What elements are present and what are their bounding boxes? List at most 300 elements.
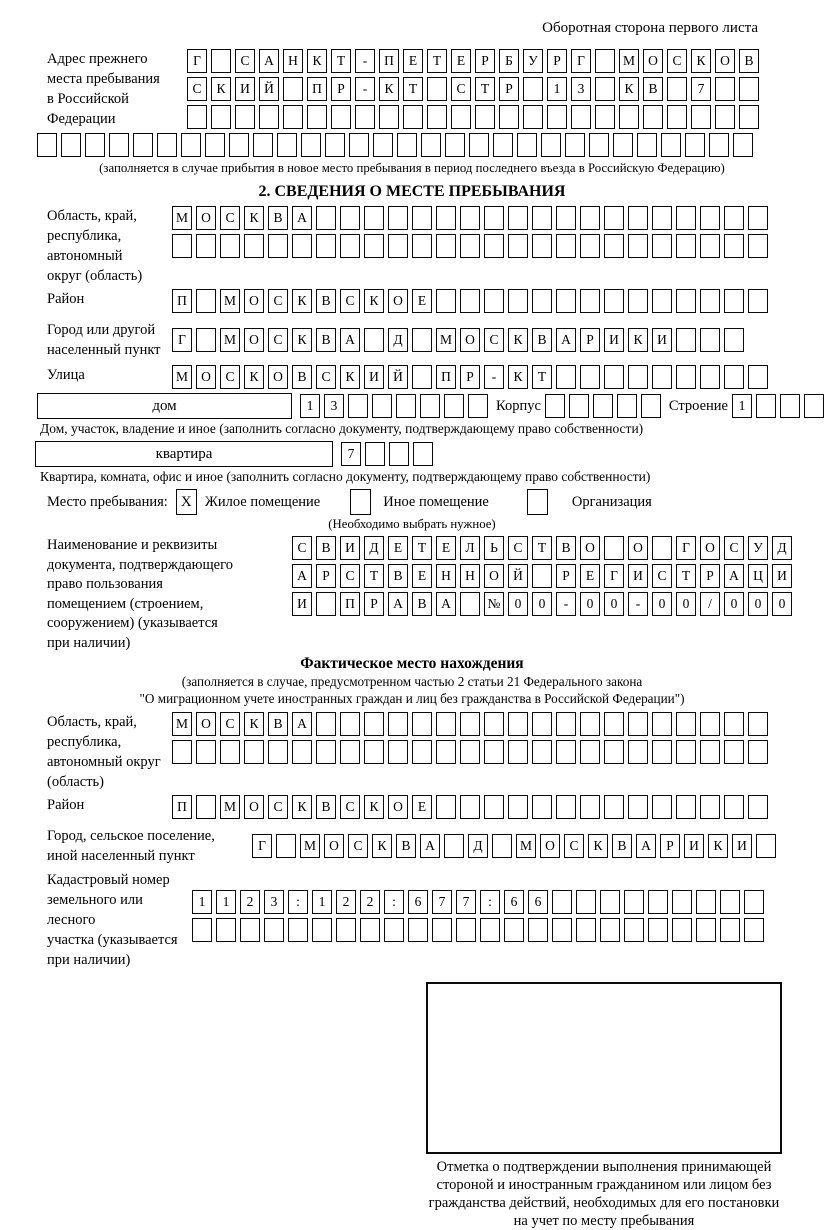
char-cell[interactable] <box>569 394 589 418</box>
char-cell[interactable]: А <box>420 834 440 858</box>
char-cell[interactable] <box>756 394 776 418</box>
char-cell[interactable] <box>427 77 447 101</box>
char-cell[interactable] <box>253 133 273 157</box>
char-cell[interactable] <box>484 234 504 258</box>
char-cell[interactable]: Й <box>508 564 528 588</box>
char-cell[interactable]: Г <box>676 536 696 560</box>
char-cell[interactable] <box>384 918 404 942</box>
char-cell[interactable]: О <box>244 328 264 352</box>
char-cell[interactable] <box>364 206 384 230</box>
char-cell[interactable] <box>460 234 480 258</box>
char-cell[interactable] <box>444 394 464 418</box>
char-cell[interactable] <box>604 712 624 736</box>
char-cell[interactable]: 6 <box>528 890 548 914</box>
char-cell[interactable] <box>235 105 255 129</box>
char-cell[interactable]: Г <box>604 564 624 588</box>
char-cell[interactable] <box>340 712 360 736</box>
char-cell[interactable] <box>580 795 600 819</box>
char-cell[interactable]: П <box>172 289 192 313</box>
char-cell[interactable] <box>244 234 264 258</box>
char-cell[interactable] <box>349 133 369 157</box>
char-cell[interactable] <box>268 740 288 764</box>
char-cell[interactable]: Н <box>460 564 480 588</box>
char-cell[interactable]: Р <box>331 77 351 101</box>
char-cell[interactable] <box>325 133 345 157</box>
char-cell[interactable] <box>715 77 735 101</box>
char-cell[interactable]: А <box>340 328 360 352</box>
char-cell[interactable] <box>468 394 488 418</box>
char-cell[interactable] <box>187 105 207 129</box>
char-cell[interactable]: М <box>436 328 456 352</box>
char-cell[interactable] <box>733 133 753 157</box>
char-cell[interactable] <box>628 795 648 819</box>
char-cell[interactable]: В <box>556 536 576 560</box>
char-cell[interactable]: И <box>652 328 672 352</box>
char-cell[interactable] <box>532 289 552 313</box>
char-cell[interactable] <box>676 328 696 352</box>
char-cell[interactable]: Е <box>412 564 432 588</box>
char-cell[interactable] <box>316 712 336 736</box>
char-cell[interactable]: 6 <box>408 890 428 914</box>
char-cell[interactable]: Е <box>451 49 471 73</box>
char-cell[interactable] <box>532 234 552 258</box>
char-cell[interactable]: 7 <box>432 890 452 914</box>
char-cell[interactable]: С <box>724 536 744 560</box>
char-cell[interactable]: О <box>580 536 600 560</box>
char-cell[interactable]: К <box>307 49 327 73</box>
char-cell[interactable] <box>397 133 417 157</box>
char-cell[interactable]: В <box>739 49 759 73</box>
char-cell[interactable]: И <box>684 834 704 858</box>
char-cell[interactable] <box>724 206 744 230</box>
char-cell[interactable]: О <box>700 536 720 560</box>
char-cell[interactable]: - <box>355 49 375 73</box>
char-cell[interactable] <box>565 133 585 157</box>
char-cell[interactable] <box>432 918 452 942</box>
char-cell[interactable] <box>364 740 384 764</box>
char-cell[interactable] <box>661 133 681 157</box>
char-cell[interactable] <box>748 365 768 389</box>
char-cell[interactable]: С <box>652 564 672 588</box>
char-cell[interactable] <box>676 289 696 313</box>
char-cell[interactable]: И <box>604 328 624 352</box>
char-cell[interactable]: А <box>292 564 312 588</box>
char-cell[interactable] <box>571 105 591 129</box>
char-cell[interactable] <box>211 49 231 73</box>
char-cell[interactable]: К <box>364 289 384 313</box>
char-cell[interactable] <box>619 105 639 129</box>
char-cell[interactable] <box>413 442 433 466</box>
char-cell[interactable] <box>504 918 524 942</box>
char-cell[interactable] <box>643 105 663 129</box>
char-cell[interactable]: И <box>732 834 752 858</box>
char-cell[interactable]: К <box>508 365 528 389</box>
char-cell[interactable]: Д <box>772 536 792 560</box>
char-cell[interactable] <box>445 133 465 157</box>
char-cell[interactable] <box>676 740 696 764</box>
char-cell[interactable] <box>652 712 672 736</box>
char-cell[interactable] <box>211 105 231 129</box>
char-cell[interactable]: В <box>532 328 552 352</box>
char-cell[interactable] <box>388 234 408 258</box>
char-cell[interactable] <box>724 328 744 352</box>
char-cell[interactable]: Р <box>580 328 600 352</box>
char-cell[interactable] <box>364 234 384 258</box>
char-cell[interactable] <box>240 918 260 942</box>
char-cell[interactable]: Й <box>259 77 279 101</box>
char-cell[interactable] <box>724 740 744 764</box>
char-cell[interactable] <box>133 133 153 157</box>
char-cell[interactable] <box>744 918 764 942</box>
char-cell[interactable] <box>196 740 216 764</box>
char-cell[interactable]: В <box>316 289 336 313</box>
char-cell[interactable] <box>804 394 824 418</box>
char-cell[interactable]: В <box>412 592 432 616</box>
char-cell[interactable] <box>484 289 504 313</box>
char-cell[interactable]: С <box>340 795 360 819</box>
char-cell[interactable]: 7 <box>456 890 476 914</box>
char-cell[interactable]: К <box>619 77 639 101</box>
char-cell[interactable]: 1 <box>300 394 320 418</box>
char-cell[interactable]: М <box>220 795 240 819</box>
char-cell[interactable] <box>196 234 216 258</box>
char-cell[interactable] <box>624 918 644 942</box>
char-cell[interactable]: О <box>244 289 264 313</box>
char-cell[interactable] <box>700 206 720 230</box>
char-cell[interactable] <box>672 890 692 914</box>
char-cell[interactable]: Т <box>532 365 552 389</box>
char-cell[interactable]: А <box>259 49 279 73</box>
char-cell[interactable] <box>552 890 572 914</box>
char-cell[interactable] <box>700 289 720 313</box>
char-cell[interactable] <box>388 740 408 764</box>
char-cell[interactable] <box>336 918 356 942</box>
char-cell[interactable] <box>312 918 332 942</box>
char-cell[interactable] <box>652 365 672 389</box>
char-cell[interactable]: С <box>220 206 240 230</box>
char-cell[interactable]: 2 <box>360 890 380 914</box>
char-cell[interactable]: С <box>187 77 207 101</box>
char-cell[interactable]: К <box>691 49 711 73</box>
char-cell[interactable]: Н <box>283 49 303 73</box>
char-cell[interactable] <box>748 234 768 258</box>
char-cell[interactable] <box>508 712 528 736</box>
char-cell[interactable] <box>532 795 552 819</box>
char-cell[interactable]: В <box>388 564 408 588</box>
char-cell[interactable] <box>220 234 240 258</box>
char-cell[interactable]: М <box>172 712 192 736</box>
char-cell[interactable]: - <box>628 592 648 616</box>
char-cell[interactable]: 1 <box>547 77 567 101</box>
char-cell[interactable] <box>604 234 624 258</box>
char-cell[interactable] <box>724 365 744 389</box>
char-cell[interactable]: О <box>196 712 216 736</box>
char-cell[interactable] <box>283 77 303 101</box>
char-cell[interactable] <box>268 234 288 258</box>
char-cell[interactable]: И <box>628 564 648 588</box>
char-cell[interactable]: : <box>480 890 500 914</box>
char-cell[interactable]: Д <box>388 328 408 352</box>
char-cell[interactable] <box>556 712 576 736</box>
char-cell[interactable] <box>652 740 672 764</box>
char-cell[interactable]: М <box>619 49 639 73</box>
char-cell[interactable] <box>396 394 416 418</box>
char-cell[interactable] <box>696 890 716 914</box>
char-cell[interactable] <box>412 712 432 736</box>
char-cell[interactable] <box>264 918 284 942</box>
char-cell[interactable]: 3 <box>264 890 284 914</box>
char-cell[interactable] <box>724 795 744 819</box>
char-cell[interactable]: К <box>508 328 528 352</box>
char-cell[interactable] <box>85 133 105 157</box>
char-cell[interactable] <box>460 795 480 819</box>
char-cell[interactable] <box>604 536 624 560</box>
char-cell[interactable] <box>475 105 495 129</box>
char-cell[interactable]: 2 <box>240 890 260 914</box>
char-cell[interactable]: / <box>700 592 720 616</box>
char-cell[interactable]: И <box>235 77 255 101</box>
char-cell[interactable] <box>685 133 705 157</box>
char-cell[interactable] <box>379 105 399 129</box>
char-cell[interactable]: - <box>355 77 375 101</box>
char-cell[interactable] <box>720 890 740 914</box>
char-cell[interactable] <box>460 206 480 230</box>
char-cell[interactable]: Ц <box>748 564 768 588</box>
char-cell[interactable] <box>340 234 360 258</box>
char-cell[interactable]: 0 <box>772 592 792 616</box>
char-cell[interactable]: 0 <box>748 592 768 616</box>
char-cell[interactable] <box>756 834 776 858</box>
char-cell[interactable]: Е <box>436 536 456 560</box>
char-cell[interactable] <box>595 49 615 73</box>
char-cell[interactable] <box>451 105 471 129</box>
char-cell[interactable]: С <box>268 289 288 313</box>
char-cell[interactable] <box>517 133 537 157</box>
char-cell[interactable] <box>484 206 504 230</box>
char-cell[interactable]: Р <box>316 564 336 588</box>
char-cell[interactable] <box>373 133 393 157</box>
char-cell[interactable]: 0 <box>604 592 624 616</box>
char-cell[interactable] <box>196 328 216 352</box>
char-cell[interactable] <box>196 795 216 819</box>
char-cell[interactable]: О <box>196 365 216 389</box>
char-cell[interactable]: К <box>588 834 608 858</box>
char-cell[interactable] <box>628 740 648 764</box>
char-cell[interactable] <box>340 206 360 230</box>
char-cell[interactable] <box>556 289 576 313</box>
char-cell[interactable] <box>637 133 657 157</box>
char-cell[interactable] <box>628 289 648 313</box>
char-cell[interactable] <box>316 740 336 764</box>
char-cell[interactable]: П <box>340 592 360 616</box>
char-cell[interactable] <box>556 740 576 764</box>
char-cell[interactable]: 7 <box>341 442 361 466</box>
char-cell[interactable] <box>676 795 696 819</box>
kvartira-box[interactable]: квартира <box>35 441 333 467</box>
char-cell[interactable] <box>355 105 375 129</box>
char-cell[interactable]: - <box>556 592 576 616</box>
char-cell[interactable] <box>600 918 620 942</box>
char-cell[interactable]: Т <box>331 49 351 73</box>
char-cell[interactable]: М <box>220 289 240 313</box>
char-cell[interactable] <box>709 133 729 157</box>
char-cell[interactable] <box>652 795 672 819</box>
char-cell[interactable] <box>460 740 480 764</box>
char-cell[interactable] <box>604 740 624 764</box>
char-cell[interactable] <box>700 365 720 389</box>
char-cell[interactable] <box>492 834 512 858</box>
char-cell[interactable]: М <box>516 834 536 858</box>
char-cell[interactable] <box>700 740 720 764</box>
char-cell[interactable]: 2 <box>336 890 356 914</box>
char-cell[interactable] <box>408 918 428 942</box>
char-cell[interactable] <box>604 795 624 819</box>
char-cell[interactable]: С <box>451 77 471 101</box>
char-cell[interactable]: О <box>715 49 735 73</box>
char-cell[interactable]: У <box>523 49 543 73</box>
char-cell[interactable]: Е <box>412 289 432 313</box>
char-cell[interactable]: В <box>316 328 336 352</box>
char-cell[interactable]: С <box>220 365 240 389</box>
char-cell[interactable] <box>508 206 528 230</box>
char-cell[interactable]: О <box>388 795 408 819</box>
char-cell[interactable] <box>724 289 744 313</box>
char-cell[interactable] <box>744 890 764 914</box>
char-cell[interactable] <box>292 740 312 764</box>
char-cell[interactable]: А <box>724 564 744 588</box>
char-cell[interactable]: Д <box>468 834 488 858</box>
char-cell[interactable] <box>436 795 456 819</box>
char-cell[interactable] <box>360 918 380 942</box>
char-cell[interactable] <box>595 105 615 129</box>
char-cell[interactable] <box>508 795 528 819</box>
char-cell[interactable]: Т <box>427 49 447 73</box>
char-cell[interactable] <box>556 206 576 230</box>
char-cell[interactable] <box>613 133 633 157</box>
char-cell[interactable]: Г <box>187 49 207 73</box>
char-cell[interactable] <box>648 890 668 914</box>
char-cell[interactable]: С <box>508 536 528 560</box>
char-cell[interactable] <box>676 234 696 258</box>
char-cell[interactable]: О <box>268 365 288 389</box>
char-cell[interactable] <box>484 712 504 736</box>
char-cell[interactable] <box>499 105 519 129</box>
char-cell[interactable] <box>748 712 768 736</box>
char-cell[interactable]: : <box>384 890 404 914</box>
char-cell[interactable]: № <box>484 592 504 616</box>
char-cell[interactable]: Т <box>676 564 696 588</box>
char-cell[interactable] <box>436 234 456 258</box>
char-cell[interactable]: Р <box>499 77 519 101</box>
char-cell[interactable] <box>307 105 327 129</box>
char-cell[interactable]: А <box>636 834 656 858</box>
char-cell[interactable]: К <box>244 365 264 389</box>
char-cell[interactable]: 1 <box>732 394 752 418</box>
char-cell[interactable] <box>600 890 620 914</box>
char-cell[interactable] <box>547 105 567 129</box>
char-cell[interactable] <box>523 77 543 101</box>
char-cell[interactable] <box>172 234 192 258</box>
char-cell[interactable] <box>216 918 236 942</box>
char-cell[interactable] <box>283 105 303 129</box>
char-cell[interactable]: В <box>292 365 312 389</box>
char-cell[interactable] <box>748 795 768 819</box>
char-cell[interactable] <box>528 918 548 942</box>
char-cell[interactable]: 0 <box>508 592 528 616</box>
char-cell[interactable] <box>720 918 740 942</box>
checkbox-organizatsiya[interactable] <box>527 489 548 515</box>
char-cell[interactable]: Р <box>547 49 567 73</box>
char-cell[interactable] <box>545 394 565 418</box>
char-cell[interactable] <box>652 234 672 258</box>
char-cell[interactable] <box>403 105 423 129</box>
char-cell[interactable]: С <box>340 564 360 588</box>
char-cell[interactable] <box>676 712 696 736</box>
char-cell[interactable]: 0 <box>676 592 696 616</box>
char-cell[interactable] <box>532 740 552 764</box>
char-cell[interactable] <box>648 918 668 942</box>
char-cell[interactable]: Т <box>403 77 423 101</box>
char-cell[interactable]: Р <box>700 564 720 588</box>
char-cell[interactable] <box>628 712 648 736</box>
char-cell[interactable] <box>364 712 384 736</box>
char-cell[interactable]: О <box>643 49 663 73</box>
char-cell[interactable]: 0 <box>652 592 672 616</box>
char-cell[interactable] <box>628 206 648 230</box>
char-cell[interactable] <box>748 740 768 764</box>
char-cell[interactable]: О <box>388 289 408 313</box>
char-cell[interactable] <box>628 234 648 258</box>
char-cell[interactable]: 0 <box>724 592 744 616</box>
char-cell[interactable]: - <box>484 365 504 389</box>
char-cell[interactable]: Л <box>460 536 480 560</box>
char-cell[interactable] <box>348 394 368 418</box>
char-cell[interactable]: М <box>172 206 192 230</box>
char-cell[interactable] <box>181 133 201 157</box>
char-cell[interactable] <box>480 918 500 942</box>
char-cell[interactable]: Т <box>532 536 552 560</box>
char-cell[interactable] <box>484 795 504 819</box>
char-cell[interactable]: И <box>340 536 360 560</box>
char-cell[interactable]: К <box>292 795 312 819</box>
char-cell[interactable] <box>372 394 392 418</box>
char-cell[interactable] <box>652 206 672 230</box>
char-cell[interactable] <box>641 394 661 418</box>
char-cell[interactable]: Т <box>364 564 384 588</box>
char-cell[interactable] <box>691 105 711 129</box>
char-cell[interactable] <box>436 740 456 764</box>
char-cell[interactable]: Р <box>364 592 384 616</box>
char-cell[interactable]: П <box>307 77 327 101</box>
char-cell[interactable] <box>508 740 528 764</box>
char-cell[interactable]: О <box>196 206 216 230</box>
char-cell[interactable] <box>739 77 759 101</box>
char-cell[interactable]: В <box>316 536 336 560</box>
char-cell[interactable] <box>61 133 81 157</box>
char-cell[interactable]: : <box>288 890 308 914</box>
char-cell[interactable] <box>412 234 432 258</box>
char-cell[interactable]: И <box>292 592 312 616</box>
char-cell[interactable]: А <box>556 328 576 352</box>
char-cell[interactable] <box>340 740 360 764</box>
char-cell[interactable] <box>508 234 528 258</box>
char-cell[interactable] <box>748 206 768 230</box>
char-cell[interactable]: С <box>667 49 687 73</box>
char-cell[interactable]: У <box>748 536 768 560</box>
char-cell[interactable]: К <box>379 77 399 101</box>
char-cell[interactable] <box>628 365 648 389</box>
char-cell[interactable] <box>244 740 264 764</box>
